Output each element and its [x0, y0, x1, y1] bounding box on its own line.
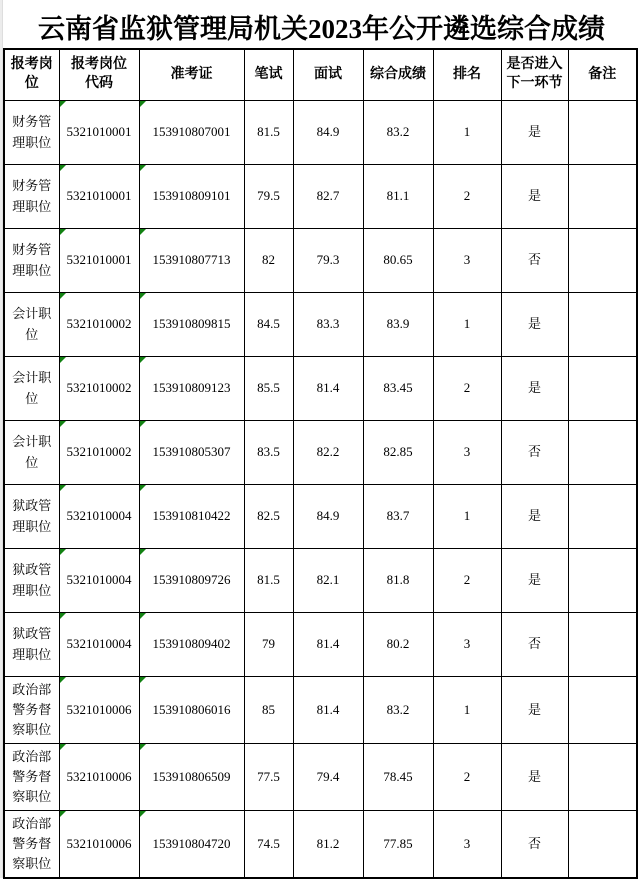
cell-interview-score [293, 229, 363, 293]
cell-written-score [244, 101, 293, 165]
cell-remark [568, 613, 637, 677]
cell-remark [568, 357, 637, 421]
cell-position [4, 101, 59, 165]
cell-text: 狱政管理职位 [12, 626, 52, 662]
number-stored-as-text-indicator-icon [140, 613, 146, 619]
cell-text: 82 [262, 252, 275, 268]
number-stored-as-text-indicator-icon [140, 549, 146, 555]
cell-position [4, 613, 59, 677]
cell-admission-ticket [139, 165, 244, 229]
cell-written-score [244, 549, 293, 613]
cell-text: 5321010006 [66, 835, 132, 851]
cell-text: 83.5 [257, 444, 280, 460]
cell-text: 5321010004 [66, 572, 132, 588]
cell-text: 83.9 [386, 316, 410, 332]
cell-text: 财务管理职位 [12, 114, 52, 150]
cell-text: 83.2 [386, 124, 410, 140]
cell-text: 5321010004 [66, 636, 132, 652]
cell-text: 财务管理职位 [12, 242, 52, 278]
cell-text: 85 [262, 701, 275, 717]
table-row [4, 229, 637, 293]
table-row [4, 421, 637, 485]
cell-remark [568, 677, 637, 744]
cell-admission-ticket [139, 811, 244, 879]
cell-next-stage [501, 357, 568, 421]
cell-admission-ticket [139, 613, 244, 677]
cell-text: 5321010006 [66, 701, 132, 717]
cell-text: 2 [463, 188, 471, 204]
cell-interview-score [293, 677, 363, 744]
cell-text: 153910806016 [152, 701, 231, 717]
cell-next-stage [501, 677, 568, 744]
cell-written-score [244, 357, 293, 421]
cell-composite-score [363, 293, 433, 357]
cell-text: 3 [463, 636, 471, 652]
column-header-written-score: 笔试 [244, 49, 293, 101]
cell-composite-score [363, 613, 433, 677]
cell-admission-ticket [139, 744, 244, 811]
cell-text: 81.8 [386, 572, 410, 588]
cell-position [4, 229, 59, 293]
cell-composite-score [363, 485, 433, 549]
cell-position-code [59, 744, 139, 811]
cell-text: 1 [463, 701, 471, 717]
page-left-edge [0, 0, 3, 878]
cell-composite-score [363, 549, 433, 613]
cell-rank [433, 101, 501, 165]
number-stored-as-text-indicator-icon [60, 229, 66, 235]
cell-position [4, 677, 59, 744]
cell-text: 5321010001 [66, 188, 132, 204]
cell-text: 82.85 [383, 444, 413, 460]
column-header-position: 报考岗位 [4, 49, 59, 101]
cell-remark [568, 101, 637, 165]
cell-composite-score [363, 421, 433, 485]
cell-rank [433, 549, 501, 613]
number-stored-as-text-indicator-icon [60, 744, 66, 750]
cell-position [4, 485, 59, 549]
cell-text: 否 [527, 835, 541, 851]
number-stored-as-text-indicator-icon [140, 357, 146, 363]
cell-rank [433, 744, 501, 811]
cell-rank [433, 357, 501, 421]
column-header-next-stage: 是否进入下一环节 [501, 49, 568, 101]
cell-position-code [59, 677, 139, 744]
number-stored-as-text-indicator-icon [60, 421, 66, 427]
cell-composite-score [363, 101, 433, 165]
cell-remark [568, 165, 637, 229]
cell-rank [433, 485, 501, 549]
cell-admission-ticket [139, 293, 244, 357]
table-row [4, 811, 637, 879]
cell-text: 153910805307 [152, 444, 231, 460]
cell-text: 5321010001 [66, 252, 132, 268]
cell-text: 3 [463, 835, 471, 851]
number-stored-as-text-indicator-icon [140, 677, 146, 683]
cell-composite-score [363, 677, 433, 744]
cell-text: 83.7 [386, 508, 410, 524]
cell-text: 153910809815 [152, 316, 231, 332]
cell-composite-score [363, 165, 433, 229]
cell-next-stage [501, 613, 568, 677]
cell-text: 81.4 [316, 380, 340, 396]
cell-text: 153910807713 [152, 252, 231, 268]
cell-interview-score [293, 549, 363, 613]
cell-position [4, 549, 59, 613]
cell-interview-score [293, 101, 363, 165]
cell-text: 81.5 [257, 572, 280, 588]
number-stored-as-text-indicator-icon [140, 165, 146, 171]
cell-text: 5321010006 [66, 768, 132, 784]
cell-written-score [244, 811, 293, 879]
cell-next-stage [501, 811, 568, 879]
cell-next-stage [501, 293, 568, 357]
cell-text: 81.5 [257, 124, 280, 140]
cell-text: 82.1 [316, 572, 340, 588]
cell-text: 85.5 [257, 380, 280, 396]
cell-written-score [244, 744, 293, 811]
cell-admission-ticket [139, 549, 244, 613]
cell-text: 会计职位 [12, 434, 52, 470]
cell-composite-score [363, 744, 433, 811]
column-header-remark: 备注 [568, 49, 637, 101]
cell-interview-score [293, 421, 363, 485]
number-stored-as-text-indicator-icon [60, 293, 66, 299]
cell-text: 是 [527, 508, 541, 524]
cell-text: 会计职位 [12, 370, 52, 406]
number-stored-as-text-indicator-icon [140, 744, 146, 750]
cell-remark [568, 811, 637, 879]
cell-next-stage [501, 744, 568, 811]
cell-text: 否 [527, 252, 541, 268]
cell-text: 78.45 [383, 768, 413, 784]
cell-admission-ticket [139, 229, 244, 293]
table-body [4, 101, 637, 879]
cell-text: 81.4 [316, 636, 340, 652]
cell-position [4, 357, 59, 421]
cell-text: 3 [463, 252, 471, 268]
cell-rank [433, 165, 501, 229]
cell-text: 是 [527, 188, 541, 204]
table-row [4, 677, 637, 744]
cell-interview-score [293, 357, 363, 421]
cell-text: 81.1 [386, 188, 410, 204]
cell-text: 1 [463, 508, 471, 524]
cell-text: 1 [463, 316, 471, 332]
cell-position [4, 165, 59, 229]
cell-text: 84.9 [316, 124, 340, 140]
cell-position-code [59, 485, 139, 549]
cell-text: 是 [527, 316, 541, 332]
cell-text: 是 [527, 768, 541, 784]
cell-next-stage [501, 165, 568, 229]
cell-next-stage [501, 485, 568, 549]
cell-text: 79 [262, 636, 275, 652]
cell-text: 是 [527, 701, 541, 717]
cell-text: 1 [463, 124, 471, 140]
cell-written-score [244, 677, 293, 744]
table-row [4, 165, 637, 229]
column-header-interview-score: 面试 [293, 49, 363, 101]
number-stored-as-text-indicator-icon [140, 811, 146, 817]
cell-next-stage [501, 421, 568, 485]
cell-position-code [59, 165, 139, 229]
cell-text: 财务管理职位 [12, 178, 52, 214]
cell-text: 81.2 [316, 835, 340, 851]
cell-text: 77.85 [383, 835, 413, 851]
cell-text: 5321010002 [66, 380, 132, 396]
number-stored-as-text-indicator-icon [60, 677, 66, 683]
cell-text: 是 [527, 572, 541, 588]
results-table [3, 48, 638, 879]
number-stored-as-text-indicator-icon [60, 357, 66, 363]
number-stored-as-text-indicator-icon [140, 293, 146, 299]
cell-position-code [59, 811, 139, 879]
cell-rank [433, 613, 501, 677]
cell-text: 否 [527, 444, 541, 460]
cell-text: 83.3 [316, 316, 340, 332]
cell-interview-score [293, 165, 363, 229]
column-header-position-code: 报考岗位代码 [59, 49, 139, 101]
cell-admission-ticket [139, 101, 244, 165]
table-row [4, 357, 637, 421]
cell-text: 政治部警务督察职位 [12, 815, 52, 872]
cell-text: 79.5 [257, 188, 280, 204]
cell-admission-ticket [139, 677, 244, 744]
cell-text: 5321010002 [66, 316, 132, 332]
cell-text: 83.45 [383, 380, 413, 396]
cell-text: 3 [463, 444, 471, 460]
cell-position [4, 811, 59, 879]
cell-next-stage [501, 101, 568, 165]
cell-interview-score [293, 485, 363, 549]
table-row [4, 549, 637, 613]
cell-text: 153910807001 [152, 124, 231, 140]
cell-written-score [244, 229, 293, 293]
number-stored-as-text-indicator-icon [60, 101, 66, 107]
cell-rank [433, 677, 501, 744]
cell-text: 政治部警务督察职位 [12, 748, 52, 805]
cell-text: 153910809101 [152, 188, 231, 204]
cell-text: 81.4 [316, 701, 340, 717]
cell-remark [568, 421, 637, 485]
cell-position [4, 293, 59, 357]
column-header-rank: 排名 [433, 49, 501, 101]
cell-text: 2 [463, 768, 471, 784]
cell-admission-ticket [139, 421, 244, 485]
cell-text: 否 [527, 636, 541, 652]
cell-text: 84.5 [257, 316, 280, 332]
table-row [4, 293, 637, 357]
cell-text: 74.5 [257, 835, 280, 851]
cell-text: 82.5 [257, 508, 280, 524]
cell-text: 2 [463, 380, 471, 396]
cell-written-score [244, 293, 293, 357]
cell-text: 政治部警务督察职位 [12, 681, 52, 738]
cell-remark [568, 229, 637, 293]
cell-written-score [244, 165, 293, 229]
cell-text: 79.4 [316, 768, 340, 784]
cell-position-code [59, 613, 139, 677]
cell-composite-score [363, 229, 433, 293]
cell-interview-score [293, 293, 363, 357]
cell-admission-ticket [139, 357, 244, 421]
table-row [4, 744, 637, 811]
cell-interview-score [293, 744, 363, 811]
column-header-composite-score: 综合成绩 [363, 49, 433, 101]
number-stored-as-text-indicator-icon [140, 485, 146, 491]
number-stored-as-text-indicator-icon [140, 229, 146, 235]
number-stored-as-text-indicator-icon [60, 811, 66, 817]
cell-rank [433, 421, 501, 485]
cell-remark [568, 549, 637, 613]
cell-interview-score [293, 613, 363, 677]
cell-position [4, 744, 59, 811]
cell-text: 153910804720 [152, 835, 231, 851]
cell-text: 153910806509 [152, 768, 231, 784]
cell-text: 153910809726 [152, 572, 231, 588]
cell-text: 5321010004 [66, 508, 132, 524]
cell-interview-score [293, 811, 363, 879]
cell-admission-ticket [139, 485, 244, 549]
cell-written-score [244, 421, 293, 485]
column-header-admission-ticket: 准考证 [139, 49, 244, 101]
cell-text: 83.2 [386, 701, 410, 717]
cell-text: 狱政管理职位 [12, 498, 52, 534]
cell-position-code [59, 229, 139, 293]
cell-next-stage [501, 229, 568, 293]
number-stored-as-text-indicator-icon [60, 165, 66, 171]
table-row [4, 101, 637, 165]
cell-composite-score [363, 811, 433, 879]
cell-text: 153910810422 [152, 508, 231, 524]
number-stored-as-text-indicator-icon [60, 485, 66, 491]
cell-composite-score [363, 357, 433, 421]
cell-position-code [59, 357, 139, 421]
cell-next-stage [501, 549, 568, 613]
cell-remark [568, 293, 637, 357]
table-row [4, 485, 637, 549]
cell-text: 82.2 [316, 444, 340, 460]
cell-text: 80.65 [383, 252, 413, 268]
cell-text: 82.7 [316, 188, 340, 204]
cell-remark [568, 485, 637, 549]
cell-position-code [59, 421, 139, 485]
number-stored-as-text-indicator-icon [60, 549, 66, 555]
page-title: 云南省监狱管理局机关2023年公开遴选综合成绩 [38, 14, 605, 44]
cell-text: 153910809402 [152, 636, 231, 652]
cell-position [4, 421, 59, 485]
cell-text: 会计职位 [12, 306, 52, 342]
cell-rank [433, 229, 501, 293]
number-stored-as-text-indicator-icon [60, 613, 66, 619]
header-row [4, 49, 637, 101]
cell-written-score [244, 613, 293, 677]
table-row [4, 613, 637, 677]
number-stored-as-text-indicator-icon [140, 421, 146, 427]
cell-text: 79.3 [316, 252, 340, 268]
cell-position-code [59, 101, 139, 165]
cell-text: 是 [527, 380, 541, 396]
cell-text: 77.5 [257, 768, 280, 784]
cell-text: 2 [463, 572, 471, 588]
cell-text: 153910809123 [152, 380, 231, 396]
cell-position-code [59, 549, 139, 613]
cell-text: 狱政管理职位 [12, 562, 52, 598]
cell-remark [568, 744, 637, 811]
cell-text: 是 [527, 124, 541, 140]
cell-text: 5321010001 [66, 124, 132, 140]
cell-rank [433, 293, 501, 357]
cell-written-score [244, 485, 293, 549]
number-stored-as-text-indicator-icon [140, 101, 146, 107]
cell-text: 80.2 [386, 636, 410, 652]
cell-text: 84.9 [316, 508, 340, 524]
cell-position-code [59, 293, 139, 357]
cell-text: 5321010002 [66, 444, 132, 460]
cell-rank [433, 811, 501, 879]
